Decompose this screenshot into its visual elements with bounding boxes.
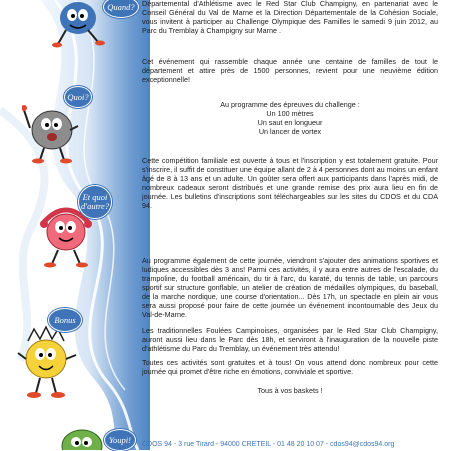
mascot-yellow-icon [16, 325, 80, 400]
paragraph-intro: Départemental d'Athlétisme avec le Red Star Club Champigny, en partenariat avec le Conseil Général du Val de Marne et la Direction Départementale de la Cohésion Sociale, vous invitent à participer au Challenge Olympique des Familles le samedi 9 juin 2012, au Parc du Tremblay à Champigny sur Marne . [142, 0, 438, 35]
bubble-text: Et quoi d'autre? [81, 192, 109, 211]
mascot-grey-icon [22, 100, 80, 164]
bubble-text: Youpi! [109, 434, 131, 445]
paragraph-registration: Cette compétition familiale est ouverte à tous et l'inscription y est totalement gratuite. Pour s'inscrire, il suffit de constituer une équipe allant de 2 à 4 personnes dont au moins un enfant âgé de 8 à 13 ans et un adulte. Un goûter sera offert aux participants dans l'après midi, de nombreux cadeaux seront distribués et une grande remise des prix aura lieu en fin de journée. Les bulletins d'inscriptions sont téléchargeables sur les sites du CDOS et du CDA 94. [142, 156, 438, 210]
mascot-bottom-icon [52, 420, 112, 450]
program-item: Un saut en longueur [257, 118, 323, 127]
paragraph-free: Toutes ces activités sont gratuites et à tous! On vous attend donc nombreux pour cette journée qui promet d'être riche en émotions, conviviale et sportive. [142, 358, 438, 376]
bubble-text: Quoi? [67, 91, 89, 102]
closing-line: Tous à vos baskets ! [257, 386, 323, 395]
paragraph-foulees: Les traditionnelles Foulées Campinoises, organisées par le Red Star Club Champigny, auront aussi lieu dans le Parc dès 18h, et serviront à l'inauguration de la nouvelle piste d'athlétisme du Parc du Tremblay, un événement très attendu! [142, 326, 438, 353]
program-title: Au programme des épreuves du challenge : [220, 100, 360, 109]
speech-bubble-youpi [104, 429, 136, 451]
paragraph-event: Cet événement qui rassemble chaque année une centaine de familles de tout le département et attire près de 1500 personnes, revient pour une neuvième édition exceptionnelle! [142, 57, 438, 84]
program-item: Un lancer de vortex [258, 127, 322, 136]
program-block [142, 100, 438, 136]
speech-bubble-et-quoi-dautre [78, 185, 112, 219]
footer-contact: CDOS 94 - 3 rue Tirard - 94000 CRETEIL - 01 48 20 10 07 - cdos94@cdos94.org [142, 441, 395, 448]
speech-bubble-quoi [64, 86, 92, 108]
mascot-blue-icon [48, 0, 110, 48]
paragraph-activities: Au programme également de cette journée, viendront s'ajouter des animations sportives et ludiques accessibles dès 3 ans! Parmi ces activités, il y aura entre autres de l'escalade, du trampoline, du football américain, du tir à l'arc, du karaté, du tennis de table, un parcours sportif sur structure gonflable, un atelier de création de médailles olympiques, du baseball, de la marche nordique, une course d'orientation... Dès 17h, un spectacle en plein air vous sera aussi proposé pour faire de cette journée un événement incontournable des Jeux du Val-de-Marne. [142, 256, 438, 319]
program-item: Un 100 mètres [266, 109, 314, 118]
bubble-text: Bonus [54, 314, 76, 325]
speech-bubble-bonus [48, 308, 82, 332]
bubble-text: Quand? [107, 1, 135, 12]
